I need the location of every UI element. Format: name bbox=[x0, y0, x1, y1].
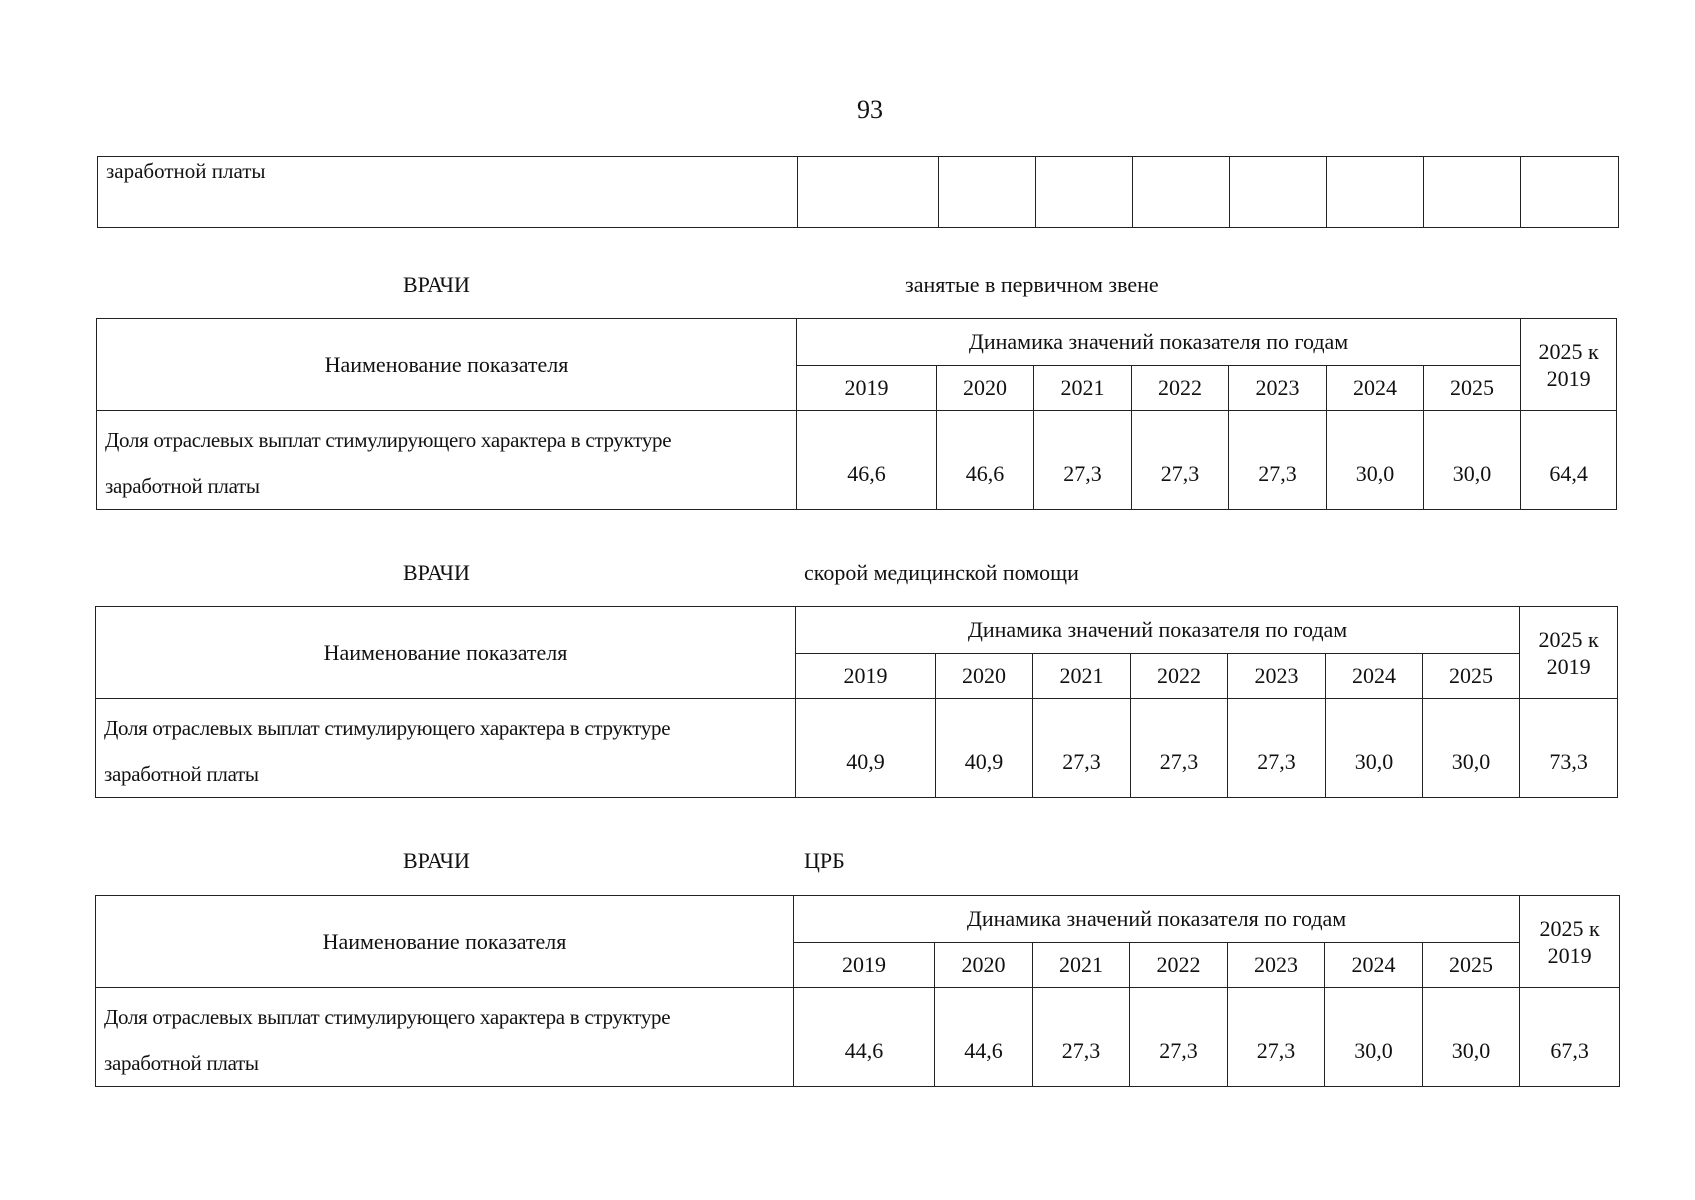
value-cell: 44,6 bbox=[794, 988, 935, 1087]
value-cell: 30,0 bbox=[1325, 988, 1423, 1087]
value-cell: 40,9 bbox=[796, 699, 936, 798]
indicator-name-line2: заработной платы bbox=[104, 762, 259, 786]
value-cell: 46,6 bbox=[937, 411, 1034, 510]
year-header: 2023 bbox=[1228, 654, 1326, 699]
ratio-value-cell: 73,3 bbox=[1520, 699, 1618, 798]
table-row bbox=[96, 988, 1620, 1087]
header-row bbox=[96, 896, 1620, 943]
value-cell: 30,0 bbox=[1423, 988, 1520, 1087]
value-cell: 27,3 bbox=[1229, 411, 1327, 510]
value-cell: 40,9 bbox=[936, 699, 1033, 798]
ratio-header-line2: 2019 bbox=[1546, 653, 1591, 679]
ratio-header-line1: 2025 к bbox=[1539, 915, 1600, 941]
indicator-table bbox=[95, 895, 1620, 1087]
indicator-name-line2: заработной платы bbox=[105, 474, 260, 498]
year-header: 2019 bbox=[797, 366, 937, 411]
dynamics-group-header: Динамика значений показателя по годам bbox=[797, 319, 1521, 366]
ratio-column-header bbox=[1520, 896, 1620, 988]
name-column-header: Наименование показателя bbox=[96, 607, 796, 699]
section-category-label: ВРАЧИ bbox=[403, 272, 470, 297]
ratio-value-cell: 67,3 bbox=[1520, 988, 1620, 1087]
value-cell: 27,3 bbox=[1131, 699, 1228, 798]
ratio-header-line2: 2019 bbox=[1546, 365, 1591, 391]
value-cell: 27,3 bbox=[1130, 988, 1228, 1087]
value-cell: 30,0 bbox=[1424, 411, 1521, 510]
year-header: 2025 bbox=[1423, 943, 1520, 988]
value-cell: 27,3 bbox=[1034, 411, 1132, 510]
empty-cell bbox=[1424, 157, 1521, 228]
value-cell: 44,6 bbox=[935, 988, 1033, 1087]
year-header: 2019 bbox=[796, 654, 936, 699]
section-subcategory-label: занятые в первичном звене bbox=[905, 272, 1159, 297]
empty-cell bbox=[1133, 157, 1230, 228]
table-row bbox=[96, 699, 1618, 798]
empty-cell bbox=[798, 157, 939, 228]
value-cell: 30,0 bbox=[1326, 699, 1423, 798]
indicator-table bbox=[96, 318, 1617, 510]
table-row bbox=[97, 411, 1617, 510]
year-header: 2020 bbox=[935, 943, 1033, 988]
year-header: 2022 bbox=[1131, 654, 1228, 699]
indicator-name-line2: заработной платы bbox=[104, 1051, 259, 1075]
value-cell: 30,0 bbox=[1327, 411, 1424, 510]
year-header: 2025 bbox=[1424, 366, 1521, 411]
empty-cell bbox=[1036, 157, 1133, 228]
indicator-name-line1: Доля отраслевых выплат стимулирующего характера в структуре bbox=[104, 1005, 671, 1029]
year-header: 2019 bbox=[794, 943, 935, 988]
year-header: 2022 bbox=[1130, 943, 1228, 988]
ratio-value-cell: 64,4 bbox=[1521, 411, 1617, 510]
value-cell: 27,3 bbox=[1228, 699, 1326, 798]
year-header: 2024 bbox=[1327, 366, 1424, 411]
value-cell: 46,6 bbox=[797, 411, 937, 510]
empty-cell bbox=[1230, 157, 1327, 228]
header-row bbox=[97, 319, 1617, 366]
value-cell: 30,0 bbox=[1423, 699, 1520, 798]
indicator-table bbox=[95, 606, 1618, 798]
section-subcategory-label: ЦРБ bbox=[804, 848, 845, 873]
year-header: 2021 bbox=[1033, 943, 1130, 988]
indicator-name-cell: заработной платы bbox=[98, 157, 798, 228]
value-cell: 27,3 bbox=[1132, 411, 1229, 510]
year-header: 2021 bbox=[1033, 654, 1131, 699]
value-cell: 27,3 bbox=[1033, 988, 1130, 1087]
year-header: 2023 bbox=[1228, 943, 1325, 988]
ratio-column-header bbox=[1521, 319, 1617, 411]
indicator-name-line1: Доля отраслевых выплат стимулирующего характера в структуре bbox=[104, 716, 671, 740]
year-header: 2021 bbox=[1034, 366, 1132, 411]
year-header: 2024 bbox=[1326, 654, 1423, 699]
dynamics-group-header: Динамика значений показателя по годам bbox=[796, 607, 1520, 654]
page-number: 93 bbox=[857, 95, 883, 124]
continuation-table bbox=[97, 156, 1619, 228]
year-header: 2023 bbox=[1229, 366, 1327, 411]
table-row bbox=[98, 157, 1619, 228]
empty-cell bbox=[1327, 157, 1424, 228]
ratio-header-line2: 2019 bbox=[1547, 942, 1592, 968]
indicator-name-line1: Доля отраслевых выплат стимулирующего характера в структуре bbox=[105, 428, 672, 452]
year-header: 2024 bbox=[1325, 943, 1423, 988]
year-header: 2020 bbox=[937, 366, 1034, 411]
indicator-name-cell bbox=[97, 411, 797, 510]
empty-cell bbox=[939, 157, 1036, 228]
name-column-header: Наименование показателя bbox=[96, 896, 794, 988]
year-header: 2022 bbox=[1132, 366, 1229, 411]
header-row bbox=[96, 607, 1618, 654]
dynamics-group-header: Динамика значений показателя по годам bbox=[794, 896, 1520, 943]
ratio-header-line1: 2025 к bbox=[1538, 626, 1599, 652]
indicator-name-cell bbox=[96, 988, 794, 1087]
indicator-name-cell bbox=[96, 699, 796, 798]
year-header: 2025 bbox=[1423, 654, 1520, 699]
value-cell: 27,3 bbox=[1033, 699, 1131, 798]
empty-cell bbox=[1521, 157, 1619, 228]
name-column-header: Наименование показателя bbox=[97, 319, 797, 411]
year-header: 2020 bbox=[936, 654, 1033, 699]
section-category-label: ВРАЧИ bbox=[403, 848, 470, 873]
ratio-header-line1: 2025 к bbox=[1538, 338, 1599, 364]
section-subcategory-label: скорой медицинской помощи bbox=[804, 560, 1079, 585]
section-category-label: ВРАЧИ bbox=[403, 560, 470, 585]
ratio-column-header bbox=[1520, 607, 1618, 699]
value-cell: 27,3 bbox=[1228, 988, 1325, 1087]
